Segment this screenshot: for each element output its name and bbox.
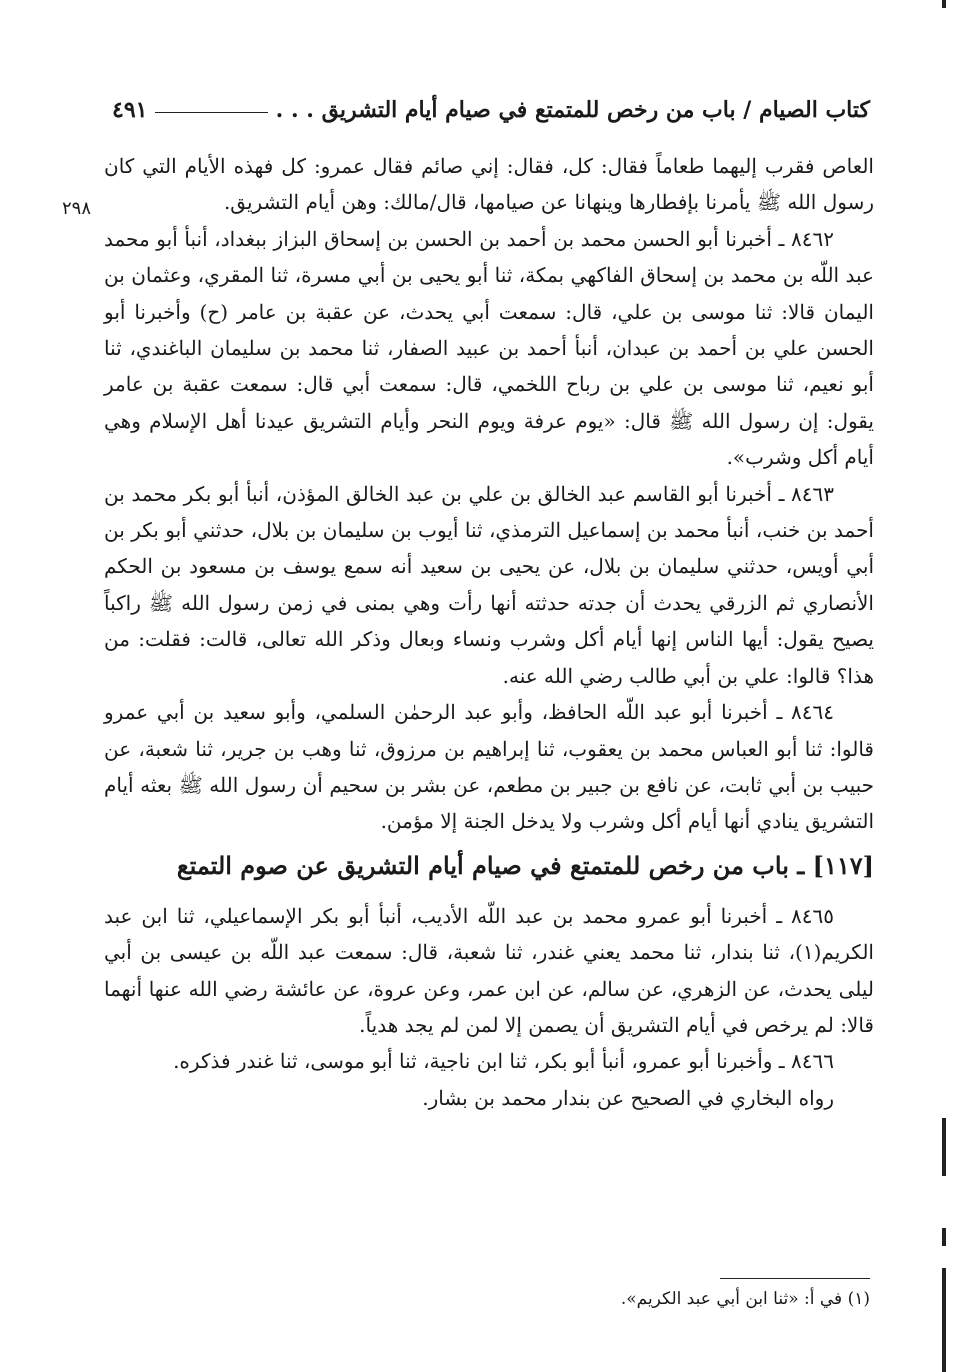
paragraph-continuation: العاص فقرب إليهما طعاماً فقال: كل، فقال: إني صائم فقال عمرو: كل فهذه الأيام التي كان رسول الله ﷺ يأمرنا بإفطارها وينهانا عن صيامها، قال/مالك: وهن أيام التشريق.	[104, 154, 874, 215]
running-header	[112, 92, 870, 128]
hadith-8466: ٨٤٦٦ ـ وأخبرنا أبو عمرو، أنبأ أبو بكر، ثنا ابن ناجية، ثنا أبو موسى، ثنا غندر فذكره.	[173, 1049, 834, 1074]
chapter-heading: [١١٧] ـ باب من رخص للمتمتع في صيام أيام التشريق عن صوم التمتع	[176, 850, 874, 880]
scan-edge-mark	[942, 1268, 946, 1372]
hadith-8462: ٨٤٦٢ ـ أخبرنا أبو الحسن محمد بن أحمد بن الحسن بن إسحاق البزاز ببغداد، أنبأ أبو محمد عبد اللّه بن محمد بن إسحاق الفاكهي بمكة، ثنا أبو يحيى بن أبي مسرة، ثنا المقري، وعثمان بن اليمان قالا: ثنا موسى بن علي، قال: سمعت أبي يحدث، عن عقبة بن عامر (ح) وأخبرنا أبو الحسن علي بن أحمد بن عبدان، أنبأ أحمد بن عبيد الصفار، ثنا محمد بن سليمان الباغندي، ثنا أبو نعيم، ثنا موسى بن علي بن رباح اللخمي، قال: سمعت أبي قال: سمعت عقبة بن عامر يقول: إن رسول الله ﷺ قال: «يوم عرفة ويوم النحر وأيام التشريق عيدنا أهل الإسلام وهي أيام أكل وشرب».	[104, 226, 874, 470]
footnote: (١) في أ: «ثنا ابن أبي عبد الكريم».	[620, 1289, 870, 1309]
header-rule	[155, 112, 267, 113]
hadith-8465: ٨٤٦٥ ـ أخبرنا أبو عمرو محمد بن عبد اللّه الأديب، أنبأ أبو بكر الإسماعيلي، ثنا ابن عبد الكريم(١)، ثنا بندار، ثنا محمد يعني غندر، ثنا شعبة، قال: سمعت عبد اللّه بن عيسى بن أبي ليلى يحدث، عن الزهري، عن سالم، عن ابن عمر، وعن عروة، عن عائشة رضي الله عنها أنهما قالا: لم يرخص في أيام التشريق أن يصمن إلا لمن لم يجد هدياً.	[104, 903, 874, 1037]
hadith-8463: ٨٤٦٣ ـ أخبرنا أبو القاسم عبد الخالق بن علي بن عبد الخالق المؤذن، أنبأ أبو بكر محمد بن أحمد بن خنب، أنبأ محمد بن إسماعيل الترمذي، ثنا أيوب بن سليمان بن بلال، حدثني أبو بكر بن أبي أويس، حدثني سليمان بن بلال، عن يحيى بن سعيد أنه سمع يوسف بن مسعود بن الحكم الأنصاري ثم الزرقي يحدث أن جدته حدثته أنها رأت وهي بمنى في زمن رسول الله ﷺ راكباً يصيح يقول: أيها الناس إنها أيام أكل وشرب ونساء وبعال وذكر الله تعالى، قالت: فقلت: من هذا؟ قالوا: علي بن أبي طالب رضي الله عنه.	[104, 481, 874, 688]
main-text	[104, 148, 874, 1116]
scan-edge-mark	[942, 0, 946, 8]
margin-page-reference: ٢٩٨	[62, 198, 92, 219]
footnote-separator	[720, 1278, 870, 1279]
scan-edge-mark	[942, 1228, 946, 1246]
scan-edge-mark	[942, 1118, 946, 1176]
page-number: ٤٩١	[112, 97, 148, 123]
header-title: كتاب الصيام / باب من رخص للمتمتع في صيام أيام التشريق . . .	[275, 97, 870, 123]
narration-note: رواه البخاري في الصحيح عن بندار محمد بن بشار.	[422, 1085, 834, 1110]
hadith-8464: ٨٤٦٤ ـ أخبرنا أبو عبد اللّه الحافظ، وأبو عبد الرحمٰن السلمي، وأبو سعيد بن أبي عمرو قالوا: ثنا أبو العباس محمد بن يعقوب، ثنا إبراهيم بن مرزوق، ثنا وهب بن جرير، ثنا شعبة، عن حبيب بن أبي ثابت، عن نافع بن جبير بن مطعم، عن بشر بن سحيم أن رسول الله ﷺ بعثه أيام التشريق ينادي أنها أيام أكل وشرب ولا يدخل الجنة إلا مؤمن.	[104, 700, 874, 834]
